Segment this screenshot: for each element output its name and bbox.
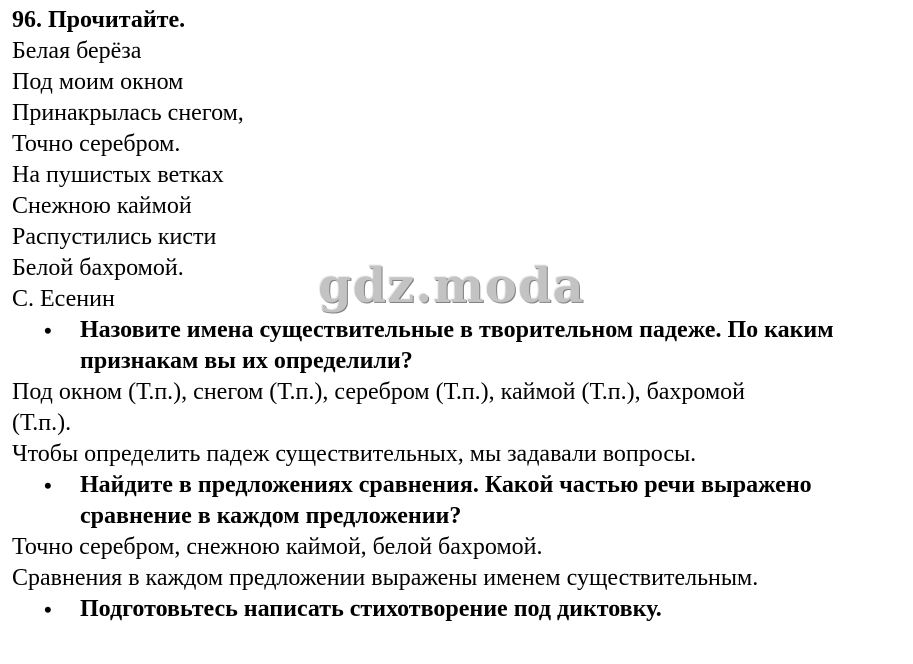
poem-line: На пушистых ветках	[12, 162, 224, 188]
poem-line: Белой бахромой.	[12, 255, 184, 281]
watermark-logo: gdz.moda	[318, 258, 585, 314]
exercise-heading: 96. Прочитайте.	[12, 7, 186, 33]
answer-line: Сравнения в каждом предложении выражены именем существительным.	[12, 565, 759, 591]
task-question-text: Найдите в предложениях сравнения. Какой частью речи выражено сравнение в каждом предложении?	[80, 472, 812, 529]
poem-line: Под моим окном	[12, 69, 184, 95]
poem-line: Снежною каймой	[12, 193, 192, 219]
answer-line: (Т.п.).	[12, 410, 72, 436]
poem-author: С. Есенин	[12, 286, 115, 312]
poem-line: Принакрылась снегом,	[12, 100, 244, 126]
answer-line: Под окном (Т.п.), снегом (Т.п.), серебром (Т.п.), каймой (Т.п.), бахромой	[12, 379, 746, 405]
answer-line: Чтобы определить падеж существительных, мы задавали вопросы.	[12, 441, 697, 467]
task-question-text: Назовите имена существительные в творительном падеже. По каким признакам вы их определили?	[80, 317, 834, 374]
task-question-text: Подготовьтесь написать стихотворение под диктовку.	[80, 596, 662, 622]
bullet-icon: •	[44, 597, 52, 622]
bullet-icon: •	[44, 318, 52, 343]
poem-line: Точно серебром.	[12, 131, 181, 157]
answer-line: Точно серебром, снежною каймой, белой бахромой.	[12, 534, 543, 560]
poem-line: Распустились кисти	[12, 224, 217, 250]
poem-line: Белая берёза	[12, 38, 142, 64]
bullet-icon: •	[44, 473, 52, 498]
